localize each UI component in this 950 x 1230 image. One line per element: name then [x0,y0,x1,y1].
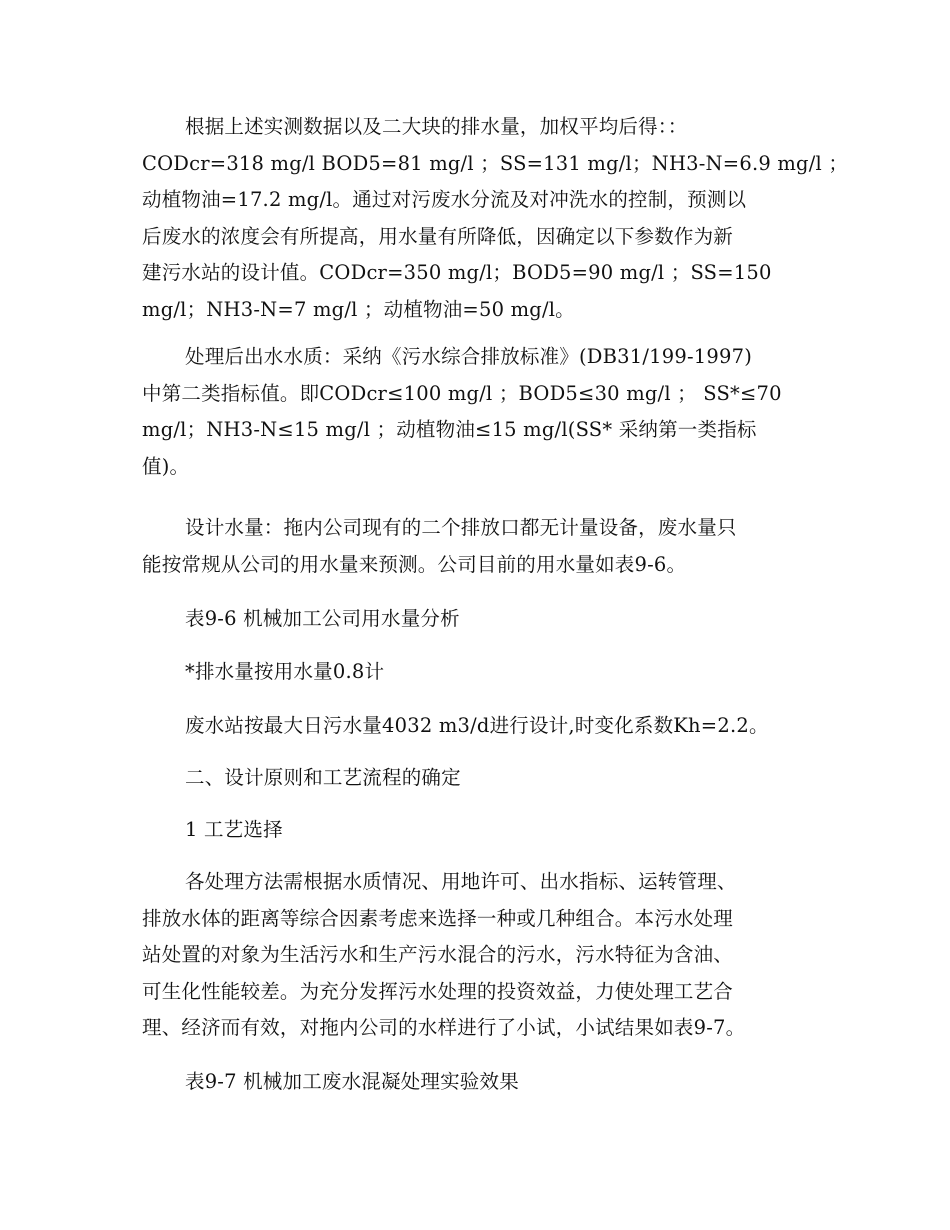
paragraph-line: 中第二类指标值。即CODcr≤100 mg/l ；BOD5≤30 mg/l ； SS*≤70 [142,381,782,405]
paragraph-line: mg/l；NH3-N=7 mg/l ；动植物油=50 mg/l。 [142,297,575,321]
caption-line: 表9-6 机械加工公司用水量分析 [185,607,460,630]
paragraph-line: 可生化性能较差。为充分发挥污水处理的投资效益，力使处理工艺合 [142,979,734,1003]
caption-line: 表9-7 机械加工废水混凝处理实验效果 [185,1070,519,1093]
paragraph-line: 排放水体的距离等综合因素考虑来选择一种或几种组合。本污水处理 [142,906,734,930]
paragraph-line: 后废水的浓度会有所提高，用水量有所降低，因确定以下参数作为新 [142,224,734,248]
paragraph-line: 站处置的对象为生活污水和生产污水混合的污水，污水特征为含油、 [142,943,734,967]
paragraph-process-selection [142,864,802,1047]
paragraph-line: 设计水量：拖内公司现有的二个排放口都无计量设备，废水量只 [185,516,737,539]
table-caption-9-6 [142,601,802,638]
table-caption-9-7 [142,1064,802,1101]
heading-line: 二、设计原则和工艺流程的确定 [185,766,461,789]
paragraph-influent-quality [142,109,849,329]
paragraph-line: 理、经济而有效，对拖内公司的水样进行了小试，小试结果如表9-7。 [142,1016,746,1040]
paragraph-line: 值)。 [142,454,190,478]
footnote-drainage [142,654,802,691]
paragraph-effluent-quality [142,339,802,485]
paragraph-design-capacity [142,708,802,745]
paragraph-line: CODcr=318 mg/l BOD5=81 mg/l ；SS=131 mg/l；NH3-N=6.9 mg/l ； [142,151,849,175]
subsection-heading-1 [142,812,802,849]
paragraph-line: 建污水站的设计值。CODcr=350 mg/l；BOD5=90 mg/l ；SS=150 [142,261,772,285]
section-heading-2 [142,760,802,797]
heading-line: 1 工艺选择 [185,818,283,841]
paragraph-line: 废水站按最大日污水量4032 m3/d进行设计,时变化系数Kh=2.2。 [185,714,769,737]
note-line: *排水量按用水量0.8计 [185,660,385,683]
paragraph-line: 根据上述实测数据以及二大块的排水量，加权平均后得：： [185,115,688,138]
paragraph-design-flow [142,510,802,583]
paragraph-line: mg/l；NH3-N≤15 mg/l ；动植物油≤15 mg/l(SS* 采纳第一类指标 [142,418,757,442]
paragraph-line: 能按常规从公司的用水量来预测。公司目前的用水量如表9-6。 [142,552,687,576]
paragraph-line: 动植物油=17.2 mg/l。通过对污废水分流及对冲洗水的控制，预测以 [142,188,747,212]
paragraph-line: 各处理方法需根据水质情况、用地许可、出水指标、运转管理、 [185,870,737,893]
paragraph-line: 处理后出水水质：采纳《污水综合排放标准》(DB31/199-1997) [185,345,752,368]
